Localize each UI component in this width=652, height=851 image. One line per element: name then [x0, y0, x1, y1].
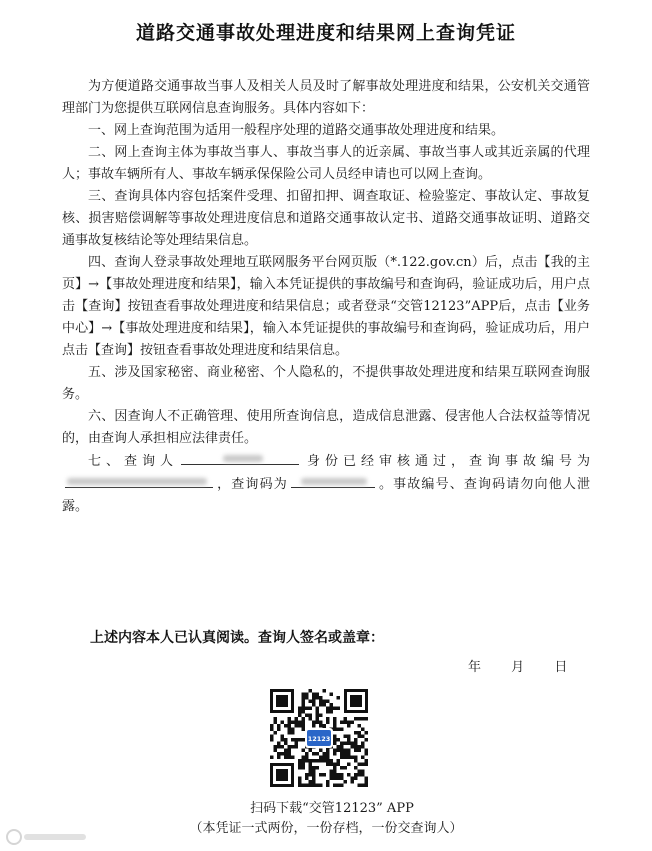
item-2: 二、网上查询主体为事故当事人、事故当事人的近亲属、事故当事人或其近亲属的代理人；事故车辆所有人、事故车辆承保保险公司人员经申请也可以网上查询。: [62, 145, 590, 182]
item-7-after-number: ，查询码为: [216, 477, 288, 492]
date-day: 日: [554, 660, 568, 675]
query-code-field: [291, 473, 375, 488]
item-4: 四、查询人登录事故处理地互联网服务平台网页版（*.122.gov.cn）后，点击【我的主页】→【事故处理进度和结果】，输入本凭证提供的事故编号和查询码，验证成功后，用户点击【查询】按钮查看事故处理进度和结果信息；或者登录“交管12123”APP后，点击【业务中心】→【事故处理进度和结果】，输入本凭证提供的事故编号和查询码，验证成功后，用户点击【查询】按钮查看事故处理进度和结果信息。: [62, 255, 590, 358]
declaration-text: 上述内容本人已认真阅读。查询人签名或盖章：: [90, 630, 384, 646]
watermark-logo: [4, 826, 94, 848]
item-3: 三、查询具体内容包括案件受理、扣留扣押、调查取证、检验鉴定、事故认定、事故复核、损害赔偿调解等事故处理进度信息和道路交通事故认定书、道路交通事故证明、道路交通事故复核结论等处理结果信息。: [62, 189, 590, 248]
applicant-name-field: [181, 450, 299, 465]
copy-note: （本凭证一式两份，一份存档，一份交查询人）: [189, 821, 463, 836]
item-7: [62, 450, 590, 518]
qr-badge: [305, 728, 333, 748]
item-5: 五、涉及国家秘密、商业秘密、个人隐私的，不提供事故处理进度和结果互联网查询服务。: [62, 365, 590, 402]
accident-number-field: [65, 473, 213, 488]
signature-date: [468, 656, 581, 675]
intro-paragraph: 为方便道路交通事故当事人及相关人员及时了解事故处理进度和结果，公安机关交通管理部门为您提供互联网信息查询服务。具体内容如下：: [62, 79, 590, 116]
item-1: 一、网上查询范围为适用一般程序处理的道路交通事故处理进度和结果。: [88, 123, 505, 138]
date-year: 年: [468, 660, 482, 675]
item-6: 六、因查询人不正确管理、使用所查询信息，造成信息泄露、侵害他人合法权益等情况的，由查询人承担相应法律责任。: [62, 409, 590, 446]
item-7-suffix: 。事故编号、查询码请勿向他人泄露。: [62, 477, 590, 514]
date-month: 月: [511, 660, 525, 675]
document-title: 道路交通事故处理进度和结果网上查询凭证: [135, 22, 516, 44]
qr-badge-label: 12123: [307, 735, 331, 743]
app-download-text: 扫码下载“交管12123” APP: [250, 801, 414, 816]
item-7-after-name: 身份已经审核通过，查询事故编号为: [302, 454, 590, 469]
document-body: [62, 76, 590, 518]
item-7-prefix: 七、查询人: [88, 454, 178, 469]
qr-code[interactable]: [266, 685, 372, 791]
